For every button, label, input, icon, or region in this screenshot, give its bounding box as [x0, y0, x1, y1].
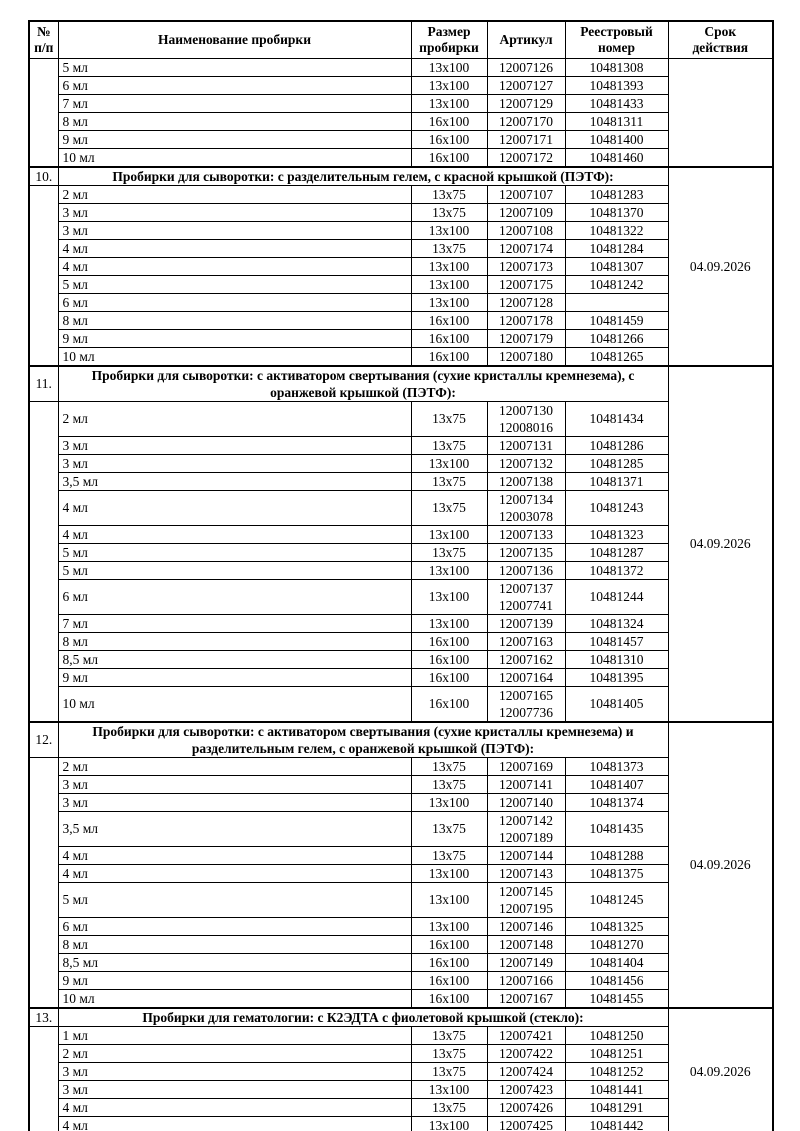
registry-number: 10481252: [565, 1062, 668, 1080]
article-number: 12007135: [487, 543, 565, 561]
table-row: [29, 811, 773, 846]
tube-name: 9 мл: [58, 668, 411, 686]
tube-name: 3 мл: [58, 454, 411, 472]
tube-name: 4 мл: [58, 525, 411, 543]
tube-name: 4 мл: [58, 846, 411, 864]
registry-number: 10481286: [565, 436, 668, 454]
registry-number: 10481370: [565, 203, 668, 221]
section-header-row: [29, 167, 773, 186]
section-number-spacer: [29, 757, 58, 1008]
article-number: 12007170: [487, 112, 565, 130]
tube-size: 13x100: [411, 76, 487, 94]
table-row: [29, 401, 773, 436]
registry-number: 10481456: [565, 971, 668, 989]
tube-name: 2 мл: [58, 1044, 411, 1062]
table-row: [29, 882, 773, 917]
table-row: [29, 579, 773, 614]
registry-number: 10481324: [565, 614, 668, 632]
col-header-validity: Срок действия: [668, 21, 773, 58]
tube-name: 4 мл: [58, 490, 411, 525]
tube-name: 8 мл: [58, 311, 411, 329]
tube-name: 8 мл: [58, 935, 411, 953]
article-number: 12007171: [487, 130, 565, 148]
registry-number: 10481455: [565, 989, 668, 1008]
tube-size: 16x100: [411, 668, 487, 686]
tube-name: 10 мл: [58, 686, 411, 722]
tube-size: 16x100: [411, 650, 487, 668]
validity-date: 04.09.2026: [668, 722, 773, 1008]
table-row: [29, 112, 773, 130]
registry-number: 10481242: [565, 275, 668, 293]
tube-name: 5 мл: [58, 275, 411, 293]
tube-name: 2 мл: [58, 757, 411, 775]
registry-number: 10481371: [565, 472, 668, 490]
tube-name: 8 мл: [58, 632, 411, 650]
section-number: 12.: [29, 722, 58, 758]
table-row: [29, 94, 773, 112]
tube-name: 6 мл: [58, 76, 411, 94]
article-number: 12007149: [487, 953, 565, 971]
table-row: [29, 436, 773, 454]
registry-number: 10481457: [565, 632, 668, 650]
section-number: 11.: [29, 366, 58, 402]
registry-number: 10481284: [565, 239, 668, 257]
article-number: 12007167: [487, 989, 565, 1008]
table-row: [29, 561, 773, 579]
table-row: [29, 1026, 773, 1044]
section-title: Пробирки для сыворотки: с активатором свертывания (сухие кристаллы кремнезема), с оранжевой крышкой (ПЭТФ):: [58, 366, 668, 402]
section-number-spacer: [29, 401, 58, 722]
tube-size: 13x75: [411, 1062, 487, 1080]
tube-size: 13x75: [411, 490, 487, 525]
tube-name: 9 мл: [58, 971, 411, 989]
article-number: 12007139: [487, 614, 565, 632]
table-row: [29, 668, 773, 686]
tube-size: 13x75: [411, 436, 487, 454]
tube-size: 13x75: [411, 1026, 487, 1044]
tube-size: 13x75: [411, 203, 487, 221]
table-row: [29, 864, 773, 882]
registry-number: 10481243: [565, 490, 668, 525]
table-row: [29, 614, 773, 632]
tube-size: 16x100: [411, 347, 487, 366]
registry-number: 10481405: [565, 686, 668, 722]
table-row: [29, 1044, 773, 1062]
tube-name: 3,5 мл: [58, 472, 411, 490]
tube-size: 16x100: [411, 953, 487, 971]
tube-name: 4 мл: [58, 257, 411, 275]
tube-name: 4 мл: [58, 1098, 411, 1116]
tube-name: 1 мл: [58, 1026, 411, 1044]
registry-number: 10481442: [565, 1116, 668, 1131]
section-number-spacer: [29, 1026, 58, 1131]
article-number: 12007138: [487, 472, 565, 490]
registry-number: 10481291: [565, 1098, 668, 1116]
table-row: [29, 203, 773, 221]
article-number: 12007173: [487, 257, 565, 275]
registry-number: 10481245: [565, 882, 668, 917]
tube-size: 13x100: [411, 1080, 487, 1098]
article-number: 12007128: [487, 293, 565, 311]
registry-number: 10481441: [565, 1080, 668, 1098]
registry-number: 10481375: [565, 864, 668, 882]
tube-name: 3 мл: [58, 1080, 411, 1098]
article-number: 12007137 12007741: [487, 579, 565, 614]
tube-size: 13x100: [411, 864, 487, 882]
article-number: 12007132: [487, 454, 565, 472]
section-header-row: [29, 366, 773, 402]
tube-name: 8 мл: [58, 112, 411, 130]
tube-name: 8,5 мл: [58, 650, 411, 668]
tube-name: 5 мл: [58, 882, 411, 917]
tube-size: 13x75: [411, 472, 487, 490]
article-number: 12007127: [487, 76, 565, 94]
tube-name: 2 мл: [58, 185, 411, 203]
col-header-name: Наименование пробирки: [58, 21, 411, 58]
table-row: [29, 239, 773, 257]
section-number-spacer: [29, 58, 58, 167]
table-row: [29, 148, 773, 167]
registry-number: 10481244: [565, 579, 668, 614]
table-row: [29, 185, 773, 203]
tube-name: 9 мл: [58, 329, 411, 347]
table-row: [29, 221, 773, 239]
registry-number: 10481393: [565, 76, 668, 94]
tube-name: 3 мл: [58, 1062, 411, 1080]
registry-number: 10481322: [565, 221, 668, 239]
registry-number: 10481460: [565, 148, 668, 167]
article-number: 12007140: [487, 793, 565, 811]
tube-name: 7 мл: [58, 94, 411, 112]
section-number-spacer: [29, 185, 58, 366]
article-number: 12007148: [487, 935, 565, 953]
table-row: [29, 490, 773, 525]
registry-number: 10481407: [565, 775, 668, 793]
article-number: 12007131: [487, 436, 565, 454]
tube-name: 2 мл: [58, 401, 411, 436]
registry-number: 10481323: [565, 525, 668, 543]
col-header-registry: Реестровый номер: [565, 21, 668, 58]
validity-date: 04.09.2026: [668, 366, 773, 722]
article-number: 12007146: [487, 917, 565, 935]
article-number: 12007130 12008016: [487, 401, 565, 436]
table-row: [29, 257, 773, 275]
section-header-row: [29, 722, 773, 758]
tube-name: 8,5 мл: [58, 953, 411, 971]
registry-number: 10481265: [565, 347, 668, 366]
table-row: [29, 793, 773, 811]
tube-name: 5 мл: [58, 543, 411, 561]
tube-size: 13x75: [411, 757, 487, 775]
table-row: [29, 275, 773, 293]
tube-size: 13x75: [411, 185, 487, 203]
registry-number: 10481372: [565, 561, 668, 579]
tube-size: 13x100: [411, 793, 487, 811]
tube-size: 13x100: [411, 561, 487, 579]
article-number: 12007178: [487, 311, 565, 329]
tube-size: 13x75: [411, 401, 487, 436]
table-row: [29, 1116, 773, 1131]
table-row: [29, 543, 773, 561]
article-number: 12007107: [487, 185, 565, 203]
registry-number: 10481395: [565, 668, 668, 686]
tube-size: 13x100: [411, 454, 487, 472]
tube-size: 16x100: [411, 148, 487, 167]
article-number: 12007426: [487, 1098, 565, 1116]
article-number: 12007142 12007189: [487, 811, 565, 846]
table-row: [29, 58, 773, 76]
article-number: 12007422: [487, 1044, 565, 1062]
article-number: 12007165 12007736: [487, 686, 565, 722]
table-row: [29, 953, 773, 971]
tube-name: 3 мл: [58, 221, 411, 239]
article-number: 12007134 12003078: [487, 490, 565, 525]
tube-size: 13x75: [411, 239, 487, 257]
tube-size: 16x100: [411, 686, 487, 722]
registry-number: 10481283: [565, 185, 668, 203]
table-row: [29, 989, 773, 1008]
registry-number: 10481266: [565, 329, 668, 347]
table-row: [29, 917, 773, 935]
article-number: 12007141: [487, 775, 565, 793]
table-row: [29, 846, 773, 864]
tube-name: 6 мл: [58, 917, 411, 935]
tube-name: 3 мл: [58, 775, 411, 793]
registry-number: [565, 293, 668, 311]
tube-size: 16x100: [411, 130, 487, 148]
article-number: 12007424: [487, 1062, 565, 1080]
table-row: [29, 935, 773, 953]
section-header-row: [29, 1008, 773, 1027]
tube-size: 13x75: [411, 543, 487, 561]
tube-size: 13x100: [411, 1116, 487, 1131]
tube-size: 13x100: [411, 614, 487, 632]
registry-number: 10481250: [565, 1026, 668, 1044]
registry-number: 10481308: [565, 58, 668, 76]
table-row: [29, 1098, 773, 1116]
tube-name: 4 мл: [58, 1116, 411, 1131]
col-header-number: № п/п: [29, 21, 58, 58]
tube-size: 13x100: [411, 579, 487, 614]
tube-size: 13x75: [411, 846, 487, 864]
article-number: 12007166: [487, 971, 565, 989]
tube-name: 6 мл: [58, 293, 411, 311]
registry-number: 10481434: [565, 401, 668, 436]
tubes-registry-table: [28, 20, 774, 1131]
table-row: [29, 632, 773, 650]
tube-size: 13x100: [411, 221, 487, 239]
article-number: 12007162: [487, 650, 565, 668]
article-number: 12007180: [487, 347, 565, 366]
article-number: 12007163: [487, 632, 565, 650]
tube-name: 3 мл: [58, 203, 411, 221]
tube-name: 4 мл: [58, 239, 411, 257]
table-row: [29, 775, 773, 793]
registry-number: 10481400: [565, 130, 668, 148]
table-row: [29, 757, 773, 775]
registry-number: 10481285: [565, 454, 668, 472]
validity-date: 04.09.2026: [668, 1008, 773, 1131]
tube-size: 13x75: [411, 1044, 487, 1062]
tube-size: 13x100: [411, 94, 487, 112]
tube-size: 13x100: [411, 257, 487, 275]
article-number: 12007126: [487, 58, 565, 76]
article-number: 12007143: [487, 864, 565, 882]
tube-name: 3 мл: [58, 436, 411, 454]
tube-name: 6 мл: [58, 579, 411, 614]
registry-number: 10481287: [565, 543, 668, 561]
tube-name: 9 мл: [58, 130, 411, 148]
section-number: 13.: [29, 1008, 58, 1027]
tube-size: 16x100: [411, 971, 487, 989]
table-row: [29, 454, 773, 472]
table-row: [29, 472, 773, 490]
registry-number: 10481373: [565, 757, 668, 775]
registry-number: 10481325: [565, 917, 668, 935]
registry-number: 10481251: [565, 1044, 668, 1062]
registry-number: 10481374: [565, 793, 668, 811]
registry-number: 10481270: [565, 935, 668, 953]
table-row: [29, 76, 773, 94]
tube-size: 13x75: [411, 811, 487, 846]
registry-number: 10481404: [565, 953, 668, 971]
tube-size: 13x75: [411, 775, 487, 793]
registry-number: 10481433: [565, 94, 668, 112]
tube-name: 10 мл: [58, 148, 411, 167]
col-header-article: Артикул: [487, 21, 565, 58]
tube-name: 7 мл: [58, 614, 411, 632]
tube-size: 16x100: [411, 632, 487, 650]
article-number: 12007136: [487, 561, 565, 579]
tube-name: 10 мл: [58, 347, 411, 366]
tube-size: 13x100: [411, 525, 487, 543]
tube-size: 16x100: [411, 935, 487, 953]
registry-number: 10481435: [565, 811, 668, 846]
tube-size: 16x100: [411, 989, 487, 1008]
article-number: 12007172: [487, 148, 565, 167]
table-row: [29, 525, 773, 543]
article-number: 12007423: [487, 1080, 565, 1098]
article-number: 12007169: [487, 757, 565, 775]
section-title: Пробирки для сыворотки: с разделительным гелем, с красной крышкой (ПЭТФ):: [58, 167, 668, 186]
table-row: [29, 329, 773, 347]
validity-date: 04.09.2026: [668, 167, 773, 366]
registry-number: 10481459: [565, 311, 668, 329]
section-title: Пробирки для сыворотки: с активатором свертывания (сухие кристаллы кремнезема) и разделительным гелем, с оранжевой крышкой (ПЭТФ):: [58, 722, 668, 758]
article-number: 12007164: [487, 668, 565, 686]
tube-name: 3,5 мл: [58, 811, 411, 846]
section-title: Пробирки для гематологии: с К2ЭДТА с фиолетовой крышкой (стекло):: [58, 1008, 668, 1027]
tube-size: 13x100: [411, 882, 487, 917]
tube-size: 13x75: [411, 1098, 487, 1116]
table-row: [29, 1080, 773, 1098]
article-number: 12007108: [487, 221, 565, 239]
section-number: 10.: [29, 167, 58, 186]
tube-size: 13x100: [411, 58, 487, 76]
col-header-size: Размер пробирки: [411, 21, 487, 58]
article-number: 12007144: [487, 846, 565, 864]
article-number: 12007133: [487, 525, 565, 543]
tube-size: 16x100: [411, 112, 487, 130]
article-number: 12007179: [487, 329, 565, 347]
tube-size: 13x100: [411, 917, 487, 935]
registry-number: 10481310: [565, 650, 668, 668]
article-number: 12007174: [487, 239, 565, 257]
registry-number: 10481288: [565, 846, 668, 864]
validity-date: [668, 58, 773, 167]
tube-name: 10 мл: [58, 989, 411, 1008]
article-number: 12007129: [487, 94, 565, 112]
table-row: [29, 347, 773, 366]
registry-number: 10481311: [565, 112, 668, 130]
table-header-row: [29, 21, 773, 58]
tube-size: 16x100: [411, 311, 487, 329]
table-row: [29, 686, 773, 722]
article-number: 12007175: [487, 275, 565, 293]
tube-name: 4 мл: [58, 864, 411, 882]
tube-size: 13x100: [411, 275, 487, 293]
tube-name: 5 мл: [58, 58, 411, 76]
table-row: [29, 971, 773, 989]
tube-name: 5 мл: [58, 561, 411, 579]
article-number: 12007421: [487, 1026, 565, 1044]
tube-size: 13x100: [411, 293, 487, 311]
tube-name: 3 мл: [58, 793, 411, 811]
article-number: 12007109: [487, 203, 565, 221]
table-row: [29, 130, 773, 148]
table-row: [29, 650, 773, 668]
registry-number: 10481307: [565, 257, 668, 275]
article-number: 12007425: [487, 1116, 565, 1131]
table-row: [29, 293, 773, 311]
table-row: [29, 311, 773, 329]
table-row: [29, 1062, 773, 1080]
article-number: 12007145 12007195: [487, 882, 565, 917]
tube-size: 16x100: [411, 329, 487, 347]
